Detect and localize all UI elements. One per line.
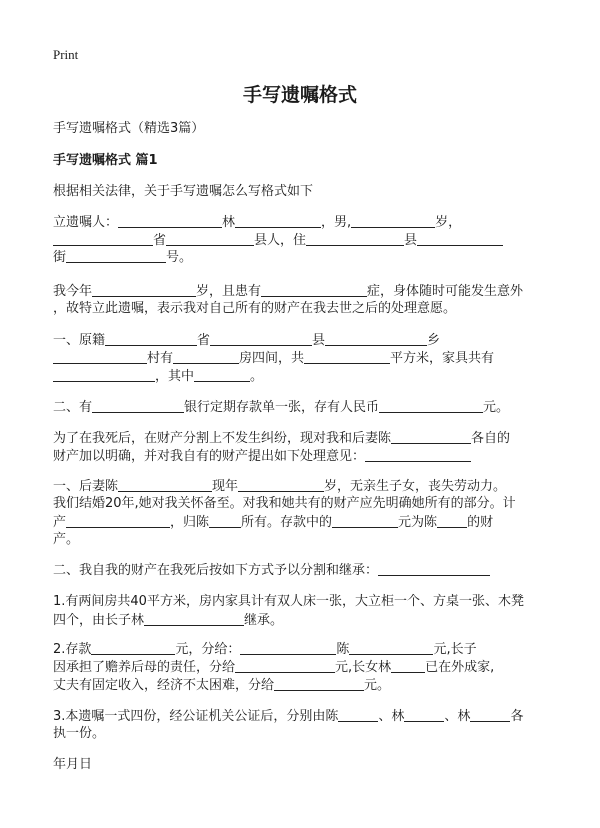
text: 一、原籍 (53, 333, 106, 348)
blank-field (365, 448, 471, 462)
street-line (53, 249, 553, 266)
text: 3.本遗嘱一式四份，经公证机关公证后，分别由陈 (53, 709, 339, 724)
blank-field (53, 350, 147, 364)
blank-field (332, 514, 398, 528)
house-item-line: 1.有两间房共40平方米，房内家具计有双人床一张，大立柜一个、方桌一张、木凳 (53, 594, 524, 609)
clarify-line (53, 448, 553, 465)
share-end-line: 产。 (53, 532, 80, 547)
blank-field (118, 214, 222, 228)
text: 村有 (147, 351, 174, 366)
text: 2.存款 (53, 642, 92, 657)
blank-field (417, 232, 503, 246)
blank-field (209, 514, 241, 528)
inheritance-line (53, 562, 553, 579)
daughter-line (53, 677, 553, 694)
text: 现年 (212, 479, 239, 494)
text: 我今年 (53, 284, 93, 299)
blank-field (261, 283, 367, 297)
lead-line: 根据相关法律，关于手写遗嘱怎么写格式如下 (53, 184, 314, 199)
share-line (53, 514, 553, 531)
blank-field (274, 677, 364, 691)
blank-field (166, 232, 254, 246)
blank-field (379, 399, 483, 413)
print-label: Print (53, 47, 79, 62)
blank-field (325, 332, 427, 346)
text: 立遗嘱人： (53, 215, 119, 230)
dispute-line (53, 430, 553, 447)
blank-field (92, 399, 184, 413)
text: 继承。 (244, 613, 284, 628)
blank-field (144, 612, 244, 626)
blank-field (470, 708, 510, 722)
text: 县人，住 (254, 233, 307, 248)
age-line (53, 283, 553, 300)
text: 元,长女林 (335, 660, 392, 675)
text: 元。 (364, 678, 391, 693)
text: 银行定期存款单一张，存有人民币 (184, 400, 380, 415)
text: 二、有 (53, 400, 93, 415)
blank-field (105, 332, 197, 346)
text: 县 (312, 333, 326, 348)
house-line (53, 350, 553, 367)
text: 、林 (378, 709, 405, 724)
blank-field (53, 368, 155, 382)
text: 元,长子 (433, 642, 477, 657)
text: 省 (153, 233, 167, 248)
text: 县 (404, 233, 418, 248)
text: 平方米，家具共有 (390, 351, 495, 366)
copies-end-line: 执一份。 (53, 726, 106, 741)
blank-field (391, 430, 471, 444)
blank-field (53, 232, 153, 246)
text: 省 (197, 333, 211, 348)
blank-field (194, 368, 250, 382)
blank-field (304, 350, 390, 364)
text: 症，身体随时可能发生意外 (367, 284, 524, 299)
furniture-line (53, 368, 553, 385)
copies-line (53, 708, 553, 725)
text: 因承担了赡养后母的责任，分给 (53, 660, 236, 675)
blank-field (351, 214, 435, 228)
text: 财产加以明确，并对我自有的财产提出如下处理意见： (53, 449, 366, 464)
blank-field (378, 562, 490, 576)
section-title: 手写遗嘱格式 篇1 (53, 153, 158, 168)
blank-field (91, 641, 175, 655)
blank-field (235, 659, 335, 673)
text: 林 (222, 215, 236, 230)
text: 已在外成家, (425, 660, 495, 675)
text: 乡 (427, 333, 441, 348)
blank-field (210, 332, 312, 346)
text: 街 (53, 250, 67, 265)
blank-field (92, 283, 196, 297)
testator-line (53, 214, 553, 231)
blank-field (240, 641, 336, 655)
blank-field (338, 708, 378, 722)
document-title: 手写遗嘱格式 (242, 84, 357, 106)
text: 房四间，共 (239, 351, 305, 366)
text: 一、后妻陈 (53, 479, 119, 494)
blank-field (437, 514, 467, 528)
intro-line: 手写遗嘱格式（精选3篇） (53, 121, 205, 136)
blank-field (238, 478, 324, 492)
text: 的财 (467, 515, 494, 530)
text: 号。 (166, 250, 193, 265)
deposit-split-line (53, 641, 553, 658)
text: 为了在我死后，在财产分割上不发生纠纷，现对我和后妻陈 (53, 431, 392, 446)
text: 各自的 (471, 431, 511, 446)
blank-field (66, 514, 170, 528)
text: 岁，无亲生子女，丧失劳动力。 (324, 479, 507, 494)
text: 岁，且患有 (196, 284, 262, 299)
blank-field (235, 214, 321, 228)
blank-field (349, 641, 433, 655)
son-inherit-line (53, 612, 553, 629)
blank-field (173, 350, 239, 364)
text: ，归陈 (170, 515, 210, 530)
date-line: 年月日 (53, 757, 93, 772)
text: 二、我自我的财产在我死后按如下方式予以分割和继承： (53, 563, 379, 578)
blank-field (66, 249, 166, 263)
blank-field (391, 659, 425, 673)
text: 、林 (444, 709, 471, 724)
text: 丈夫有固定收入，经济不太困难，分给 (53, 678, 275, 693)
text: 四个，由长子林 (53, 613, 145, 628)
text: 产 (53, 515, 67, 530)
origin-line (53, 332, 553, 349)
blank-field (306, 232, 404, 246)
text: 元为陈 (398, 515, 438, 530)
text: 所有。存款中的 (241, 515, 333, 530)
text: ，男, (321, 215, 352, 230)
text: 元，分给： (175, 642, 241, 657)
text: 陈 (336, 642, 350, 657)
deposit-line (53, 399, 553, 416)
text: 元。 (483, 400, 510, 415)
blank-field (404, 708, 444, 722)
text: 。 (250, 369, 264, 384)
text: ，其中 (155, 369, 195, 384)
marriage-line: 我们结婚20年,她对我关怀备至。对我和她共有的财产应先明确她所有的部分。计 (53, 496, 516, 511)
address-line (53, 232, 553, 249)
intent-line: ，故特立此遗嘱，表示我对自己所有的财产在我去世之后的处理意愿。 (53, 301, 457, 316)
eldest-son-line (53, 659, 553, 676)
text: 岁， (435, 215, 462, 230)
text: 各 (510, 709, 524, 724)
wife-line (53, 478, 553, 495)
blank-field (118, 478, 212, 492)
